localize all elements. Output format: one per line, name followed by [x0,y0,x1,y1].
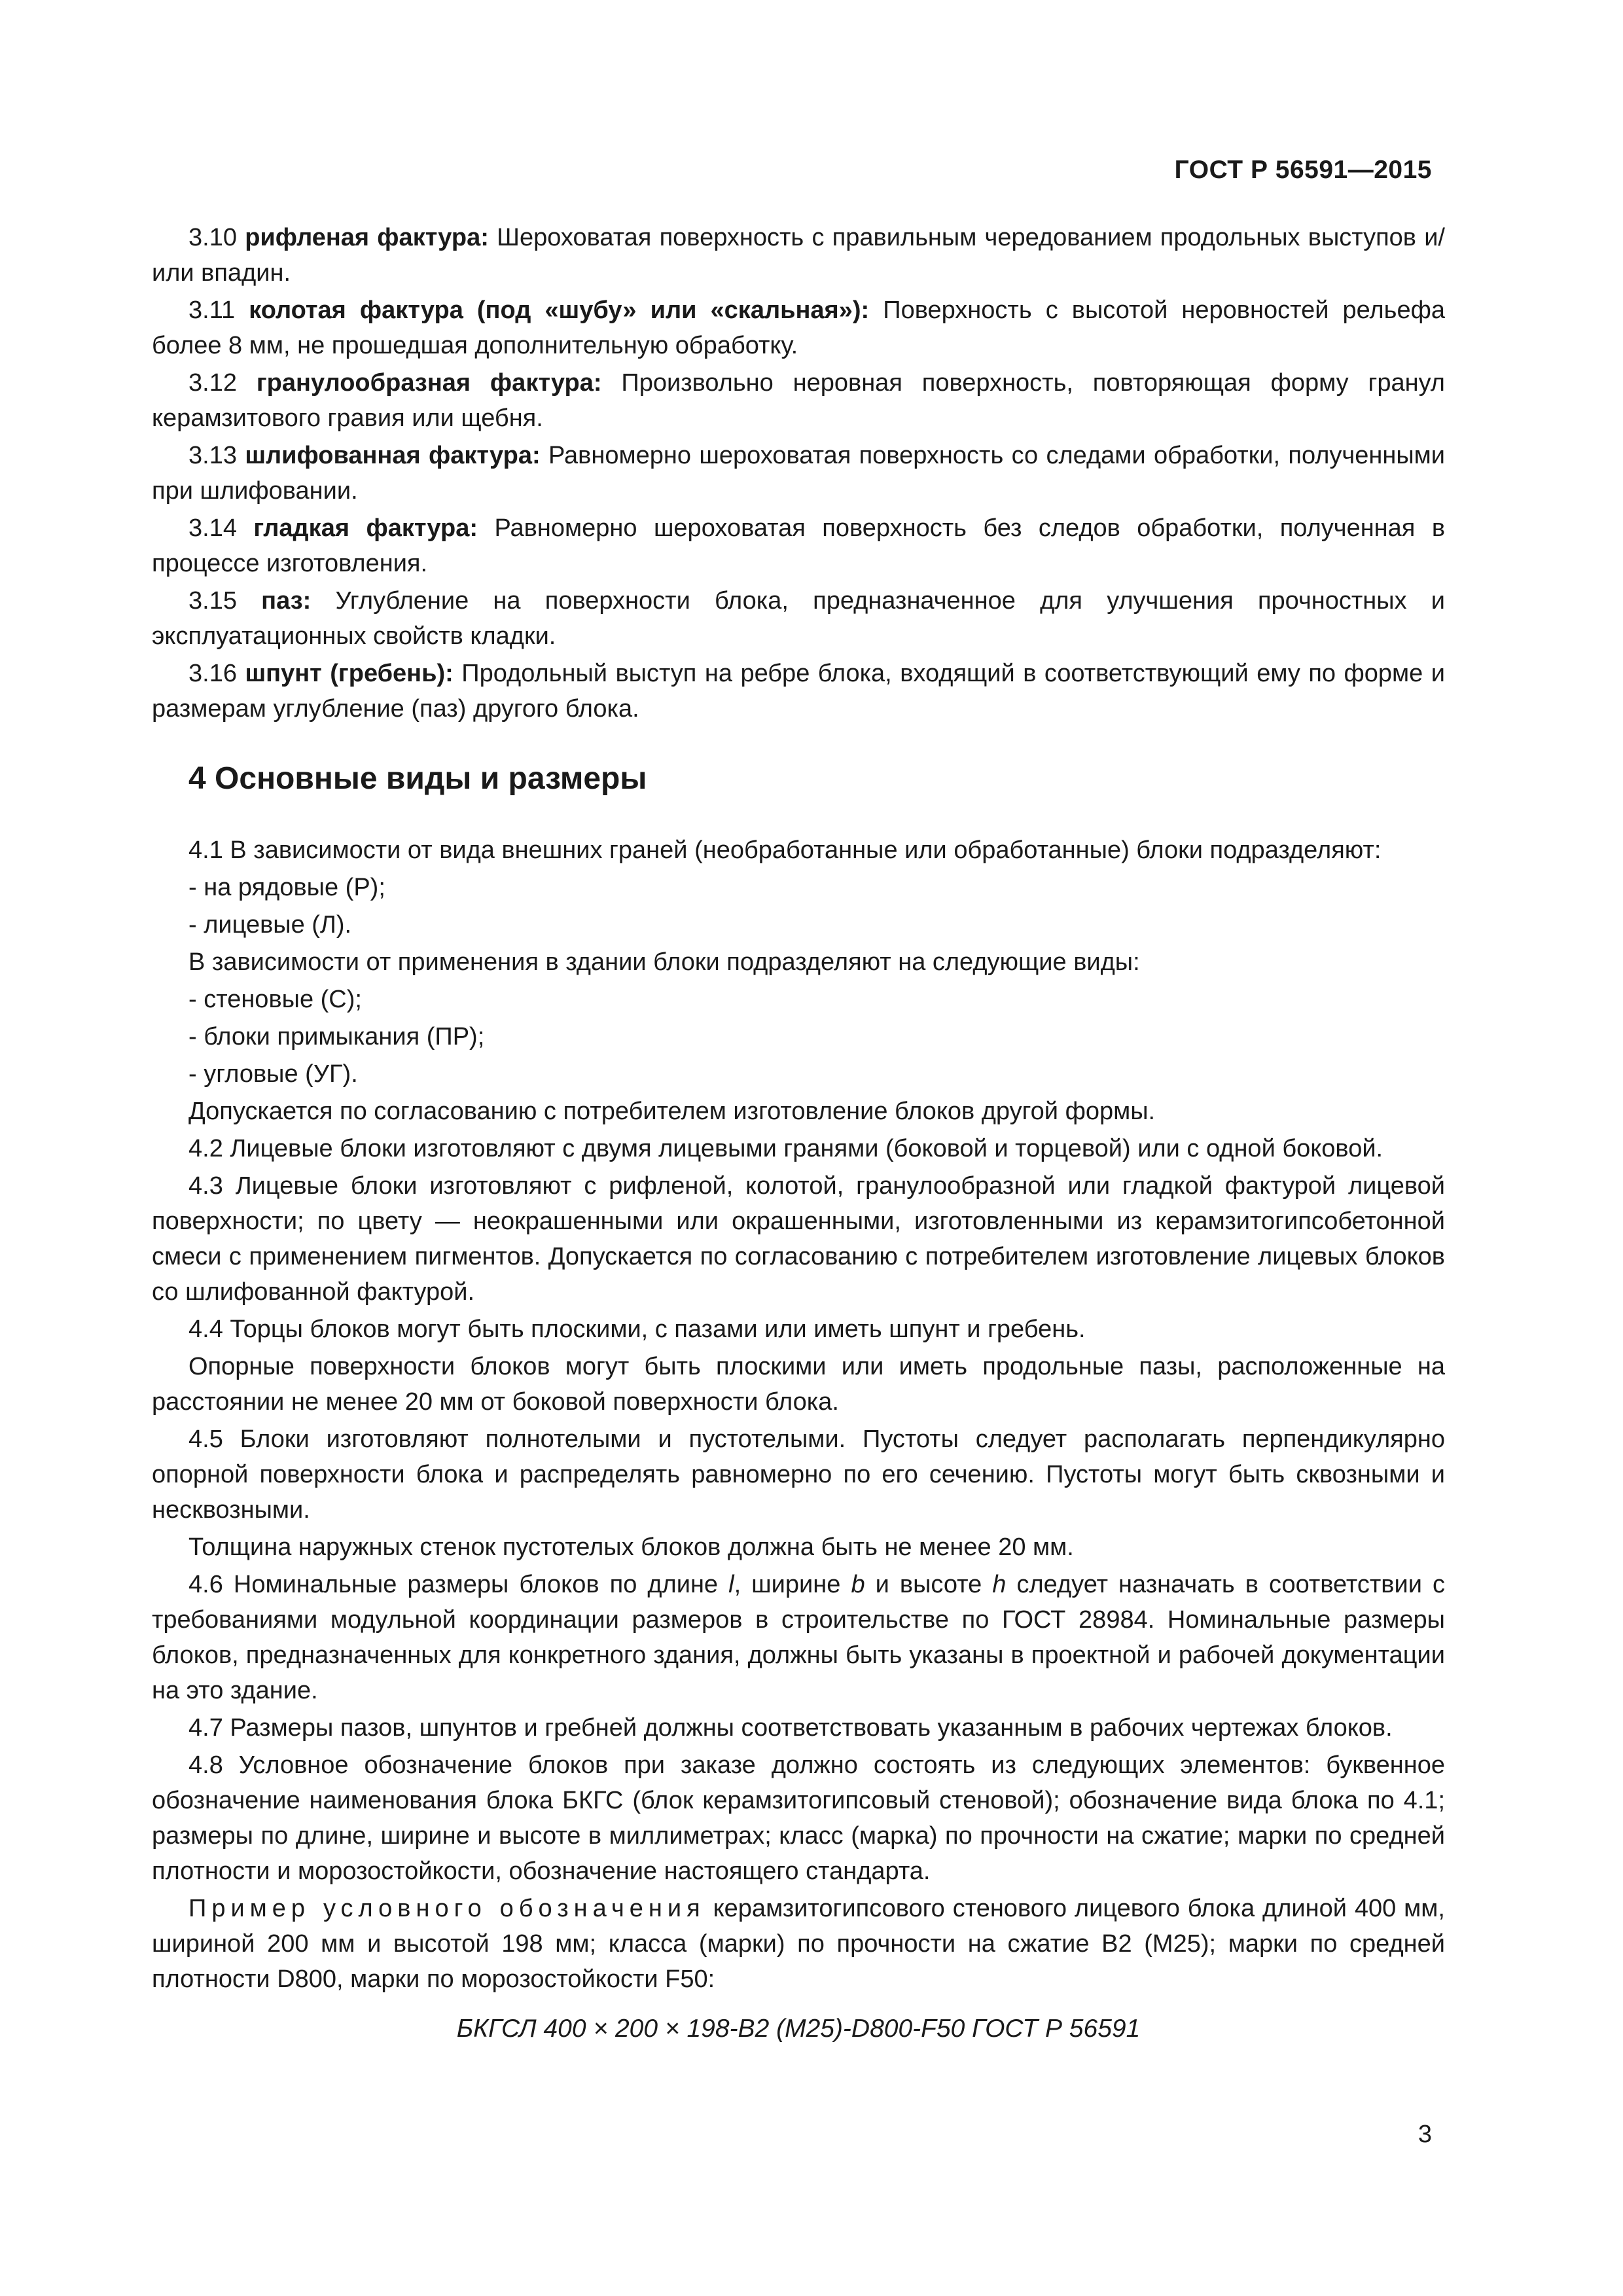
paragraph-4-5-b: Толщина наружных стенок пустотелых блоков должна быть не менее 20 мм. [188,1534,1074,1561]
variable-h: h [992,1571,1007,1598]
definition-number: 3.13 [188,442,237,469]
paragraph-4-1-b: В зависимости от применения в здании блоки подразделяют на следующие виды: [188,948,1140,976]
definition-3-16 [152,656,1445,726]
text-run: следует назначать в соответствии с требованиями модульной координации размеров в строительстве по ГОСТ 28984. Номинальные размеры блоков, предназначенных для конкретного здания, должны быть указаны в проектной и рабочей документации на это здание. [152,1571,1445,1704]
list-item: - лицевые (Л). [188,911,352,939]
section-title: 4 Основные виды и размеры [188,761,647,796]
page-number: 3 [1418,2121,1432,2148]
definition-text: Поверхность с высотой неровностей рельефа более 8 мм, не прошедшая дополнительную обработку. [152,296,1446,359]
paragraph-4-8: 4.8 Условное обозначение блоков при заказе должно состоять из следующих элементов: буквенное обозначение наименования блока БКГС (блок керамзитогипсовый стеновой); обозначение вида блока по 4.1; размеры по длине, ширине и высоте в миллиметрах; класс (марка) по прочности на сжатие; марки по средней плотности и морозостойкости, обозначение настоящего стандарта. [152,1751,1445,1885]
definition-number: 3.10 [188,224,237,251]
definition-text: Произвольно неровная поверхность, повторяющая форму гранул керамзитового гравия или щебня. [152,369,1445,432]
definition-text: Шероховатая поверхность с правильным чередованием продольных выступов и/или впадин. [152,224,1445,287]
definition-term: рифленая фактура: [245,224,489,251]
paragraph-4-5: 4.5 Блоки изготовляют полнотелыми и пустотелыми. Пустоты следует располагать перпендикулярно опорной поверхности блока и распределять равномерно по его сечению. Пустоты могут быть сквозными и несквозными. [152,1426,1445,1524]
definition-number: 3.12 [188,369,237,397]
text-run: 4.6 Номинальные размеры блоков по длине [188,1571,729,1598]
example-label: Пример условного обозначения [188,1895,705,1922]
definition-term: паз: [261,587,312,615]
paragraph-4-1-c: Допускается по согласованию с потребителем изготовление блоков другой формы. [188,1098,1156,1125]
page-content [152,220,1445,2047]
text-run: и высоте [865,1571,993,1598]
definition-term: колотая фактура (под «шубу» или «скальная»): [249,296,870,324]
variable-l: l [728,1571,734,1598]
definition-3-14 [152,511,1445,581]
definition-number: 3.11 [188,296,236,324]
definition-3-13 [152,438,1445,509]
list-item: - угловые (УГ). [188,1060,358,1088]
paragraph-4-1: 4.1 В зависимости от вида внешних граней (необработанные или обработанные) блоки подразделяют: [188,836,1382,864]
list-item: - стеновые (С); [188,986,362,1013]
definition-text: Продольный выступ на ребре блока, входящий в соответствующий ему по форме и размерам углубление (паз) другого блока. [152,660,1446,723]
paragraph-4-7: 4.7 Размеры пазов, шпунтов и гребней должны соответствовать указанным в рабочих чертежах блоков. [188,1714,1393,1742]
example-text: керамзитогипсового стенового лицевого блока длиной 400 мм, шириной 200 мм и высотой 198 мм; класса (марки) по прочности на сжатие В2 (М25); марки по средней плотности D800, марки по морозостойкости F50: [152,1895,1445,1993]
paragraph-4-2: 4.2 Лицевые блоки изготовляют с двумя лицевыми гранями (боковой и торцевой) или с одной боковой. [188,1135,1383,1162]
definition-text: Углубление на поверхности блока, предназначенное для улучшения прочностных и эксплуатационных свойств кладки. [152,587,1445,650]
example-paragraph [152,1891,1445,1997]
definition-term: шпунт (гребень): [245,660,454,687]
paragraph-4-3: 4.3 Лицевые блоки изготовляют с рифленой, колотой, гранулообразной или гладкой фактурой лицевой поверхности; по цвету — неокрашенными или окрашенными, изготовленными из керамзитогипсобетонной смеси с применением пигментов. Допускается по согласованию с потребителем изготовление лицевых блоков со шлифованной фактурой. [152,1172,1445,1306]
definition-term: шлифованная фактура: [245,442,541,469]
definition-term: гладкая фактура: [253,514,478,542]
definition-number: 3.14 [188,514,237,542]
paragraph-4-6 [152,1567,1445,1708]
designation-formula: БКГСЛ 400 × 200 × 198-В2 (М25)-D800-F50 ГОСТ Р 56591 [456,2015,1141,2043]
definition-number: 3.16 [188,660,237,687]
definition-number: 3.15 [188,587,237,615]
document-header: ГОСТ Р 56591—2015 [1174,156,1432,184]
definition-text: Равномерно шероховатая поверхность со следами обработки, полученными при шлифовании. [152,442,1445,505]
list-item: - блоки примыкания (ПР); [188,1023,485,1050]
definitions-list [152,220,1445,726]
variable-b: b [851,1571,865,1598]
paragraph-4-4: 4.4 Торцы блоков могут быть плоскими, с пазами или иметь шпунт и гребень. [188,1316,1086,1343]
paragraph-4-4-b: Опорные поверхности блоков могут быть плоскими или иметь продольные пазы, расположенные на расстоянии не менее 20 мм от боковой поверхности блока. [152,1353,1445,1416]
definition-3-12 [152,365,1445,436]
definition-3-11 [152,293,1445,363]
definition-term: гранулообразная фактура: [256,369,602,397]
definition-3-15 [152,583,1445,654]
list-item: - на рядовые (Р); [188,874,385,901]
definition-text: Равномерно шероховатая поверхность без следов обработки, полученная в процессе изготовления. [152,514,1445,577]
text-run: , ширине [734,1571,851,1598]
definition-3-10 [152,220,1445,291]
